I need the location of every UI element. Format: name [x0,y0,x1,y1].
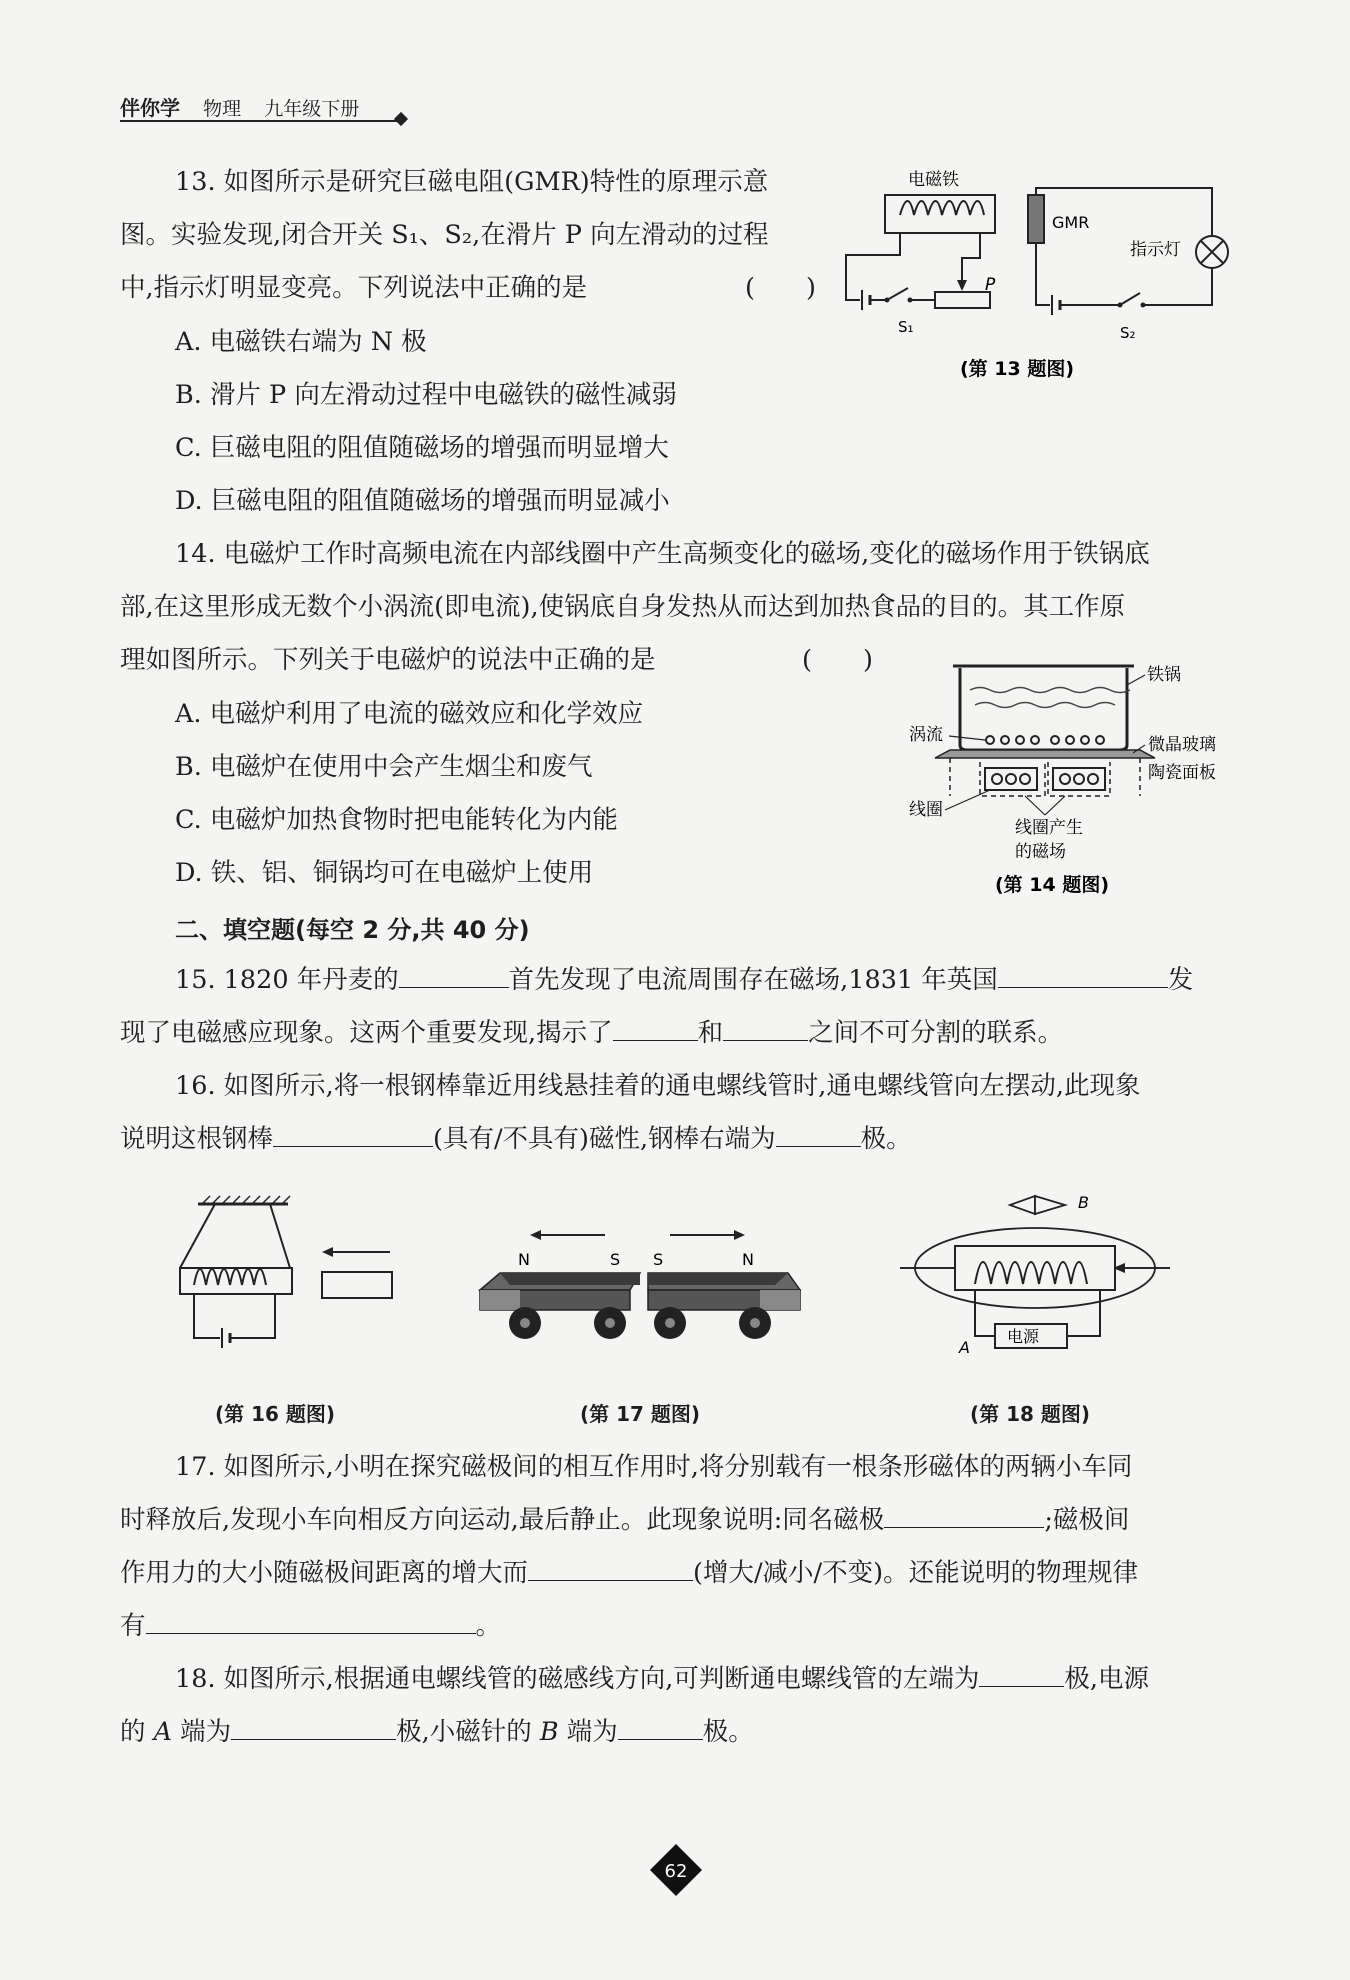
q14-line-2: 部,在这里形成无数个小涡流(即电流),使锅底自身发热从而达到加热食品的目的。其工作原 [120,592,1126,622]
fig14-glass-plate [935,750,1155,758]
fig17-n1: N [518,1250,530,1269]
q17-line-4 [120,1609,501,1643]
q17-text-3b: (增大/减小/不变)。还能说明的物理规律 [693,1558,1139,1588]
q18-text-1b: 极,电源 [1064,1664,1149,1694]
fig13-switch-s1 [887,288,908,300]
fig14-field-label-2: 的磁场 [1015,842,1066,862]
q15-text-1c: 发 [1167,965,1194,995]
q15-blank-1[interactable] [399,963,509,988]
q15-text-2a: 现了电磁感应现象。这两个重要发现,揭示了 [120,1018,613,1048]
fig16-coil-icon [194,1269,266,1285]
q13-line-3: 中,指示灯明显变亮。下列说法中正确的是 [120,273,588,303]
q18-line-1 [175,1662,1149,1696]
q18-text-2c: 端为 [180,1717,232,1747]
q16-line-1: 16. 如图所示,将一根钢棒靠近用线悬挂着的通电螺线管时,通电螺线管向左摆动,此现象 [175,1071,1141,1101]
q17-text-2b: ;磁极间 [1044,1505,1130,1535]
q17-line-1: 17. 如图所示,小明在探究磁极间的相互作用时,将分别载有一根条形磁体的两辆小车同 [175,1452,1133,1482]
fig13-switch-s2 [1120,293,1140,305]
q14-answer-paren: ( ) [802,645,873,675]
q18-text-2f: 端为 [566,1717,618,1747]
q13-figure [840,160,1230,390]
fig16-steel-bar [322,1272,392,1298]
q18-text-1a: 18. 如图所示,根据通电螺线管的磁感线方向,可判断通电螺线管的左端为 [175,1664,980,1694]
q15-blank-3[interactable] [613,1016,698,1041]
q16-text-2a: 说明这根钢棒 [120,1124,274,1154]
q16-blank-1[interactable] [273,1122,433,1147]
q15-text-1a: 15. 1820 年丹麦的 [175,965,399,995]
q14-line-3: 理如图所示。下列关于电磁炉的说法中正确的是 [120,645,656,675]
q18-text-2g: 极。 [702,1717,754,1747]
q18-text-2d: 极,小磁针的 [396,1717,532,1747]
fig17-s1: S [610,1250,621,1269]
fig14-pot-label: 铁锅 [1147,665,1181,685]
q13-line-2: 图。实验发现,闭合开关 S₁、S₂,在滑片 P 向左滑动的过程 [120,220,769,250]
fig18-caption: (第 18 题图) [970,1402,1091,1426]
subject-label: 物理 [203,98,242,120]
q18-text-2b: A [153,1717,173,1747]
fig13-p-label: P [985,275,996,295]
q13-option-a: A. 电磁铁右端为 N 极 [175,327,427,357]
fig14-coil-label: 线圈 [909,800,943,820]
q16-text-2c: 极。 [860,1124,912,1154]
fig18-a-label: A [959,1338,970,1357]
q16-blank-2[interactable] [776,1122,861,1147]
q16-text-2b: (具有/不具有)磁性,钢棒右端为 [433,1124,776,1154]
grade-label: 九年级下册 [264,98,360,120]
q17-text-4b: 。 [475,1611,502,1641]
q14-option-b: B. 电磁炉在使用中会产生烟尘和废气 [175,752,593,782]
q13-answer-paren: ( ) [745,273,816,303]
q13-option-b: B. 滑片 P 向左滑动过程中电磁铁的磁性减弱 [175,380,677,410]
page-header [120,92,410,122]
q18-text-2e: B [539,1717,559,1747]
fig17-n2: N [742,1250,754,1269]
q18-blank-3[interactable] [618,1715,703,1740]
q14-option-a: A. 电磁炉利用了电流的磁效应和化学效应 [175,699,644,729]
q15-line-2 [120,1016,1063,1050]
q15-blank-4[interactable] [723,1016,808,1041]
fig17-car-right [648,1273,800,1339]
fig17-car-left [480,1273,640,1339]
fig13-electromagnet-label: 电磁铁 [908,170,959,190]
fig14-glass-label-2: 陶瓷面板 [1148,763,1216,783]
fig13-coil-icon [900,201,984,215]
q15-blank-2[interactable] [998,963,1168,988]
q13-line-1: 13. 如图所示是研究巨磁电阻(GMR)特性的原理示意 [175,167,769,197]
q18-blank-2[interactable] [231,1715,396,1740]
fig18-b-label: B [1078,1193,1089,1212]
fig17-caption: (第 17 题图) [580,1402,701,1426]
fig18-power-label: 电源 [1007,1327,1040,1346]
q13-option-d: D. 巨磁电阻的阻值随磁场的增强而明显减小 [175,486,670,516]
q17-blank-1[interactable] [884,1503,1044,1528]
fig17-s2: S [653,1250,664,1269]
q14-line-1: 14. 电磁炉工作时高频电流在内部线圈中产生高频变化的磁场,变化的磁场作用于铁锅底 [175,539,1150,569]
q13-option-c: C. 巨磁电阻的阻值随磁场的增强而明显增大 [175,433,669,463]
q17-blank-3[interactable] [146,1609,476,1634]
fig13-rheostat [935,292,990,308]
q18-figure [895,1190,1175,1365]
q14-option-d: D. 铁、铝、铜锅均可在电磁炉上使用 [175,858,594,888]
q17-figure [470,1215,810,1350]
fig14-field-label-1: 线圈产生 [1015,818,1083,838]
fig14-caption: (第 14 题图) [995,874,1110,896]
fig16-caption: (第 16 题图) [215,1402,336,1426]
fig13-s1-label: S₁ [898,318,914,336]
q15-text-1b: 首先发现了电流周围存在磁场,1831 年英国 [508,965,998,995]
fig13-s2-label: S₂ [1120,324,1136,342]
fig14-glass-label-1: 微晶玻璃 [1148,735,1216,755]
q18-blank-1[interactable] [979,1662,1064,1687]
page-number-badge [648,1842,704,1898]
book-logo: 伴你学 [120,96,180,120]
q17-text-4a: 有 [120,1611,146,1641]
q18-text-2a: 的 [120,1717,146,1747]
q14-figure [905,650,1245,910]
section-2-heading: 二、填空题(每空 2 分,共 40 分) [175,916,530,944]
page-number: 62 [664,1861,688,1882]
q15-text-2b: 和 [697,1018,724,1048]
q18-line-2 [120,1715,754,1749]
fig13-lamp-label: 指示灯 [1130,240,1181,260]
q14-option-c: C. 电磁炉加热食物时把电能转化为内能 [175,805,618,835]
fig13-caption: (第 13 题图) [960,358,1075,380]
fig18-compass-needle [1010,1196,1035,1214]
q17-blank-2[interactable] [528,1556,693,1581]
q15-text-2c: 之间不可分割的联系。 [808,1018,1064,1048]
q17-line-2 [120,1503,1129,1537]
header-rule [120,120,400,122]
q17-line-3 [120,1556,1138,1590]
q16-figure [170,1190,410,1365]
fig14-eddy-currents [986,736,1104,744]
fig14-eddy-label: 涡流 [909,725,943,745]
q17-text-2a: 时释放后,发现小车向相反方向运动,最后静止。此现象说明:同名磁极 [120,1505,885,1535]
fig13-gmr-resistor [1028,195,1044,243]
q15-line-1 [175,963,1193,997]
fig13-slider-arrow-icon [957,280,967,291]
q17-text-3a: 作用力的大小随磁极间距离的增大而 [120,1558,529,1588]
q16-line-2 [120,1122,912,1156]
fig13-gmr-label: GMR [1052,213,1090,232]
